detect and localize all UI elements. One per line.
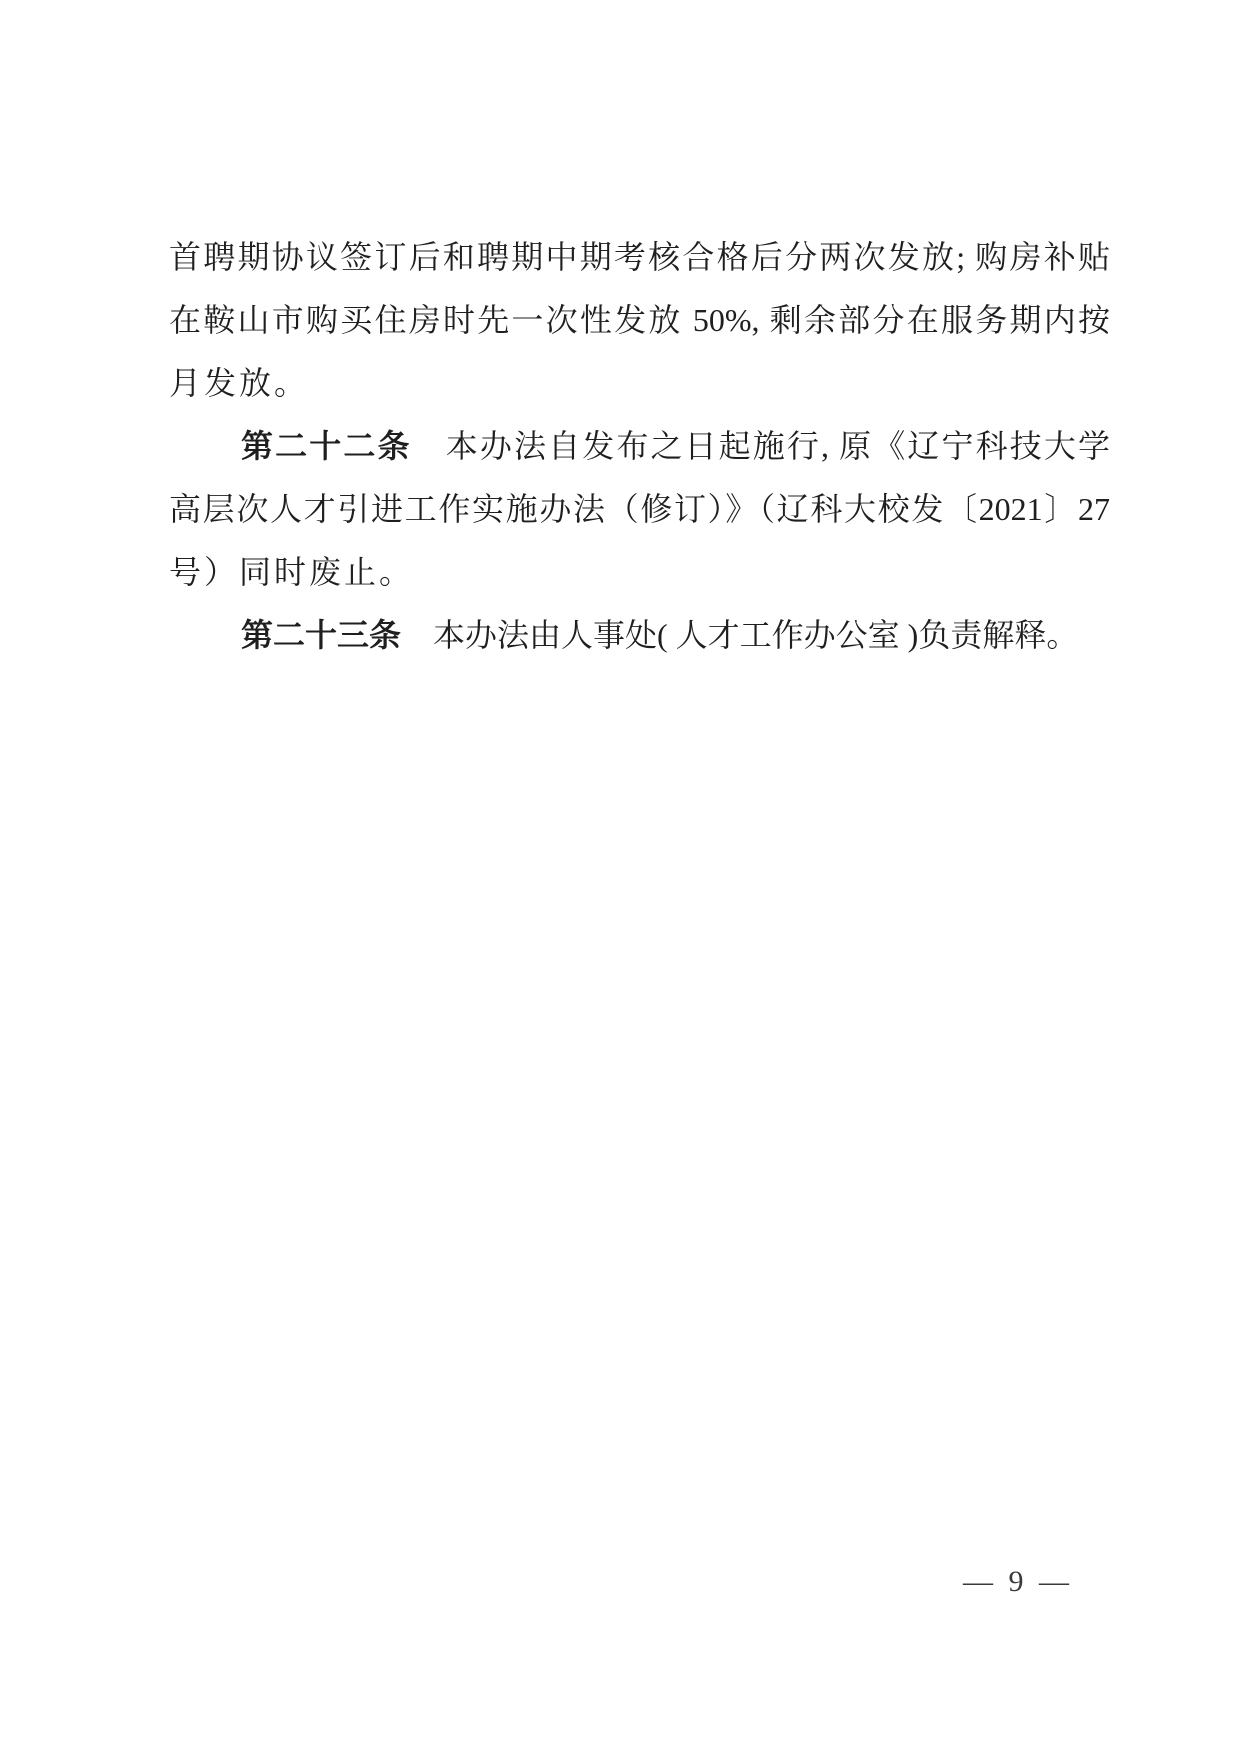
paragraph-1-line-3: 月发放。	[169, 365, 310, 401]
paragraph-3-line-1	[169, 604, 1110, 667]
document-body	[169, 226, 1110, 667]
article-23-heading: 第二十三条	[241, 617, 402, 653]
article-23-text: 本办法由人事处( 人才工作办公室 )负责解释。	[401, 617, 1079, 653]
article-22-heading: 第二十二条	[241, 428, 412, 464]
article-22-text-start: 本办法自发布之日起施行, 原《辽宁科技大学	[411, 428, 1110, 464]
paragraph-2-line-2: 高层次人才引进工作实施办法（修订）》（辽科大校发〔2021〕27	[169, 491, 1110, 527]
paragraph-1-line-2: 在鞍山市购买住房时先一次性发放 50%, 剩余部分在服务期内按	[169, 302, 1110, 338]
paragraph-2-line-3: 号）同时废止。	[169, 554, 415, 590]
paragraph-1-line-1: 首聘期协议签订后和聘期中期考核合格后分两次发放; 购房补贴	[169, 239, 1110, 275]
paragraph-2-line-1	[169, 415, 1110, 478]
page-number: — 9 —	[963, 1565, 1070, 1598]
